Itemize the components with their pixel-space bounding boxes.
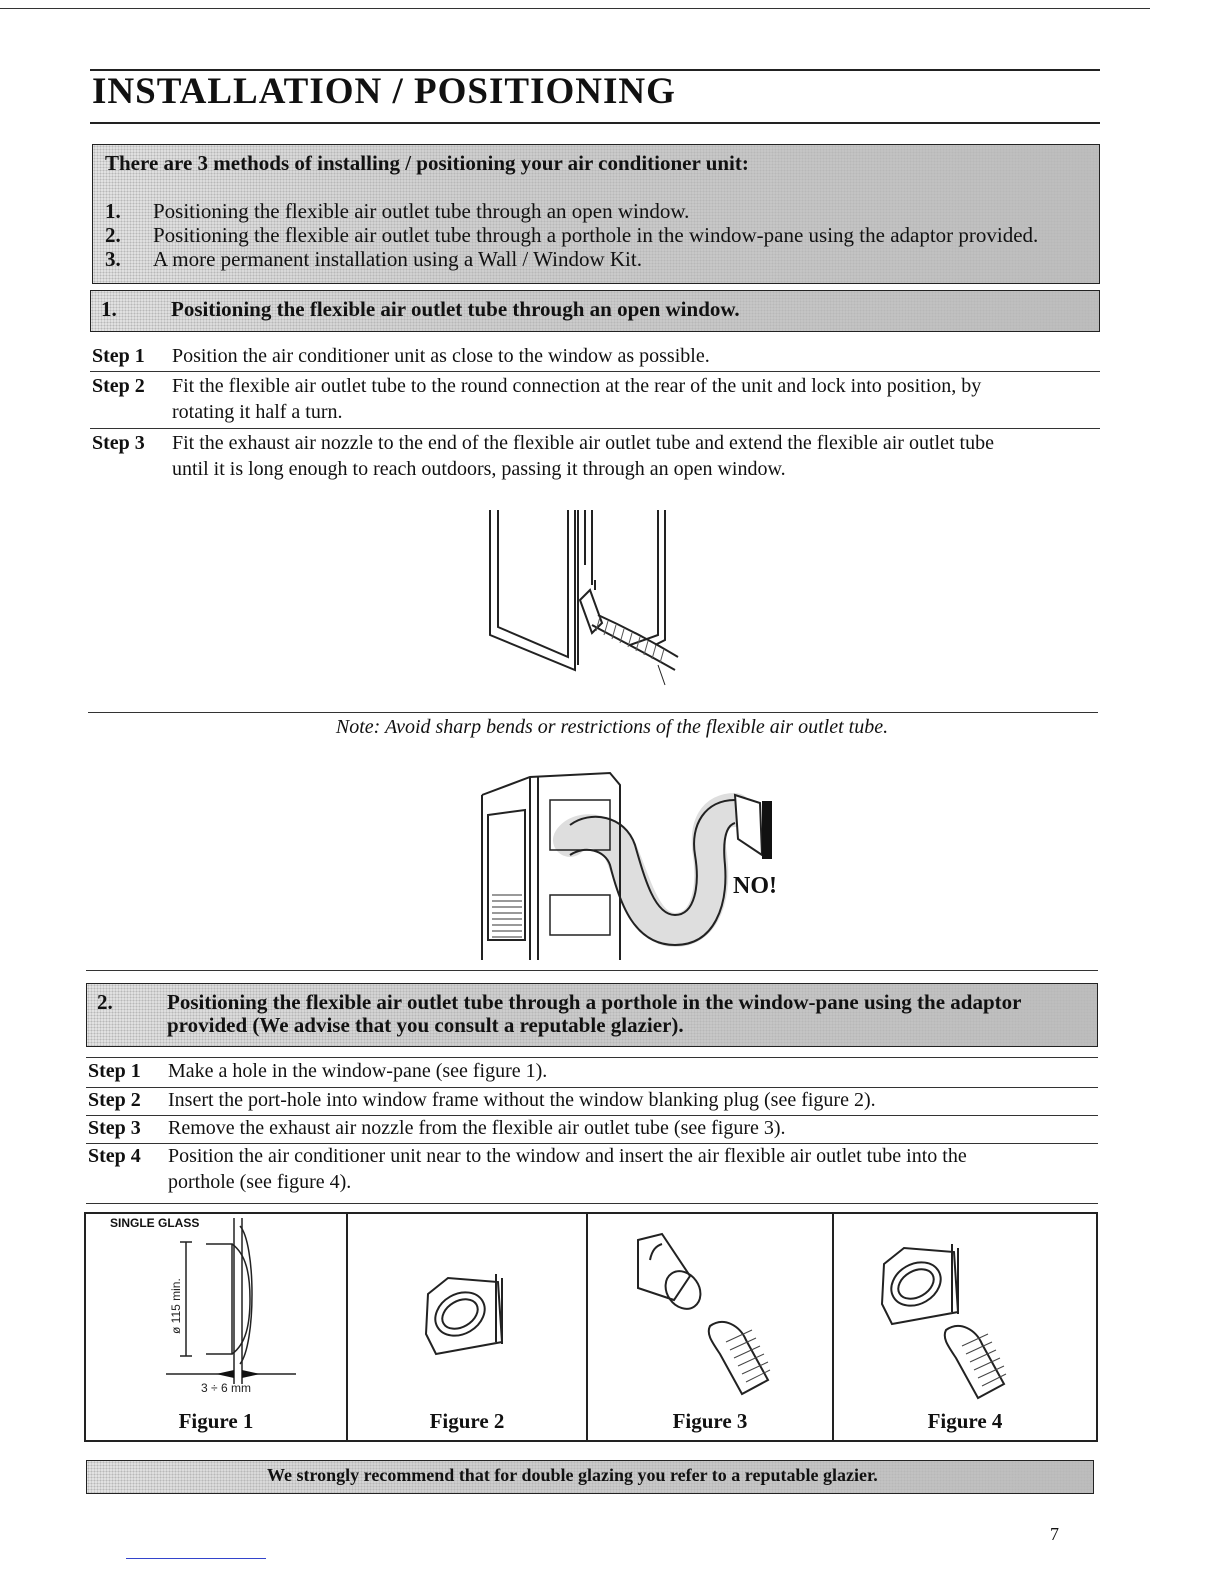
step-label: Step 2	[88, 1089, 141, 1111]
step-text: Position the air conditioner unit as close to the window as possible.	[172, 345, 710, 367]
recommendation-box	[86, 1460, 1094, 1494]
step-row	[88, 1087, 1096, 1115]
recommendation-text: We strongly recommend that for double glazing you refer to a reputable glazier.	[267, 1465, 878, 1485]
method-number: 2.	[105, 223, 121, 247]
section2-number: 2.	[97, 990, 113, 1014]
diameter-dimension: ø 115 min.	[169, 1278, 183, 1334]
step-text: Position the air conditioner unit near to the window and insert the air flexible air outlet tube into the	[168, 1145, 967, 1167]
porthole-adaptor-drawing	[418, 1264, 518, 1364]
note-rule	[88, 712, 1098, 713]
section1-number: 1.	[101, 297, 117, 321]
top-rule	[0, 8, 1150, 9]
no-warning-label: NO!	[733, 873, 777, 899]
method-item	[105, 247, 642, 272]
step-row	[92, 430, 1098, 484]
step-row	[92, 373, 1098, 427]
open-window-illustration	[480, 505, 690, 690]
figure-1-drawing	[146, 1214, 316, 1392]
step-text: Remove the exhaust air nozzle from the flexible air outlet tube (see figure 3).	[168, 1117, 786, 1139]
step-divider	[90, 428, 1100, 429]
section2-title-line1: Positioning the flexible air outlet tube through a porthole in the window-pane using the adaptor	[167, 990, 1022, 1014]
bent-hose-illustration	[470, 755, 790, 965]
step-text-continued: until it is long enough to reach outdoors, passing it through an open window.	[172, 458, 786, 480]
step-text-continued: rotating it half a turn.	[172, 401, 343, 423]
section1-header	[90, 290, 1100, 332]
figure-label: Figure 1	[178, 1409, 254, 1433]
figures-table	[84, 1212, 1098, 1442]
step-text: Fit the exhaust air nozzle to the end of the flexible air outlet tube and extend the flexible air outlet tube	[172, 432, 994, 454]
figure-label: Figure 4	[927, 1409, 1003, 1433]
step-label: Step 1	[92, 345, 145, 367]
page-number: 7	[1050, 1524, 1059, 1544]
step-text: Insert the port-hole into window frame without the window blanking plug (see figure 2).	[168, 1089, 876, 1111]
step-label: Step 4	[88, 1145, 141, 1167]
hose-into-porthole-drawing	[874, 1234, 1044, 1404]
step-label: Step 1	[88, 1060, 141, 1082]
method-number: 1.	[105, 199, 121, 223]
note-text: Note: Avoid sharp bends or restrictions of the flexible air outlet tube.	[335, 716, 889, 738]
page-title: INSTALLATION / POSITIONING	[92, 71, 676, 112]
step-text-continued: porthole (see figure 4).	[168, 1171, 352, 1193]
step-text: Fit the flexible air outlet tube to the round connection at the rear of the unit and lock into position, by	[172, 375, 982, 397]
figure-label: Figure 3	[672, 1409, 748, 1433]
figure-2-cell	[348, 1214, 588, 1440]
method-text: Positioning the flexible air outlet tube through a porthole in the window-pane using the adaptor provided.	[153, 223, 1039, 247]
method-text: Positioning the flexible air outlet tube through an open window.	[153, 199, 690, 223]
step-row	[88, 1058, 1096, 1086]
step-text: Make a hole in the window-pane (see figure 1).	[168, 1060, 548, 1082]
step-label: Step 3	[88, 1117, 141, 1139]
step-row	[92, 343, 1098, 371]
figure-label: Figure 2	[429, 1409, 505, 1433]
title-rule-bottom	[90, 122, 1100, 124]
step-divider	[86, 1203, 1098, 1204]
figure-1-cell	[86, 1214, 348, 1440]
section2-rule	[86, 970, 1098, 971]
section2-header	[86, 983, 1098, 1047]
step-row	[88, 1115, 1096, 1143]
step-divider	[90, 371, 1100, 372]
figure-4-cell	[834, 1214, 1096, 1440]
step-label: Step 2	[92, 375, 145, 397]
section1-title: Positioning the flexible air outlet tube through an open window.	[171, 297, 740, 321]
bottom-link-line	[126, 1558, 266, 1559]
method-number: 3.	[105, 247, 121, 271]
methods-box	[92, 144, 1100, 284]
figure-3-cell	[588, 1214, 834, 1440]
methods-heading: There are 3 methods of installing / positioning your air conditioner unit:	[105, 151, 749, 175]
single-glass-caption: SINGLE GLASS	[110, 1216, 200, 1230]
gap-dimension: 3 ÷ 6 mm	[201, 1381, 251, 1392]
nozzle-removal-drawing	[628, 1230, 788, 1400]
method-item	[105, 223, 1038, 248]
step-label: Step 3	[92, 432, 145, 454]
method-item	[105, 199, 689, 224]
step-row	[88, 1143, 1096, 1197]
section2-title-line2: provided (We advise that you consult a reputable glazier).	[167, 1013, 684, 1037]
method-text: A more permanent installation using a Wall / Window Kit.	[153, 247, 642, 271]
